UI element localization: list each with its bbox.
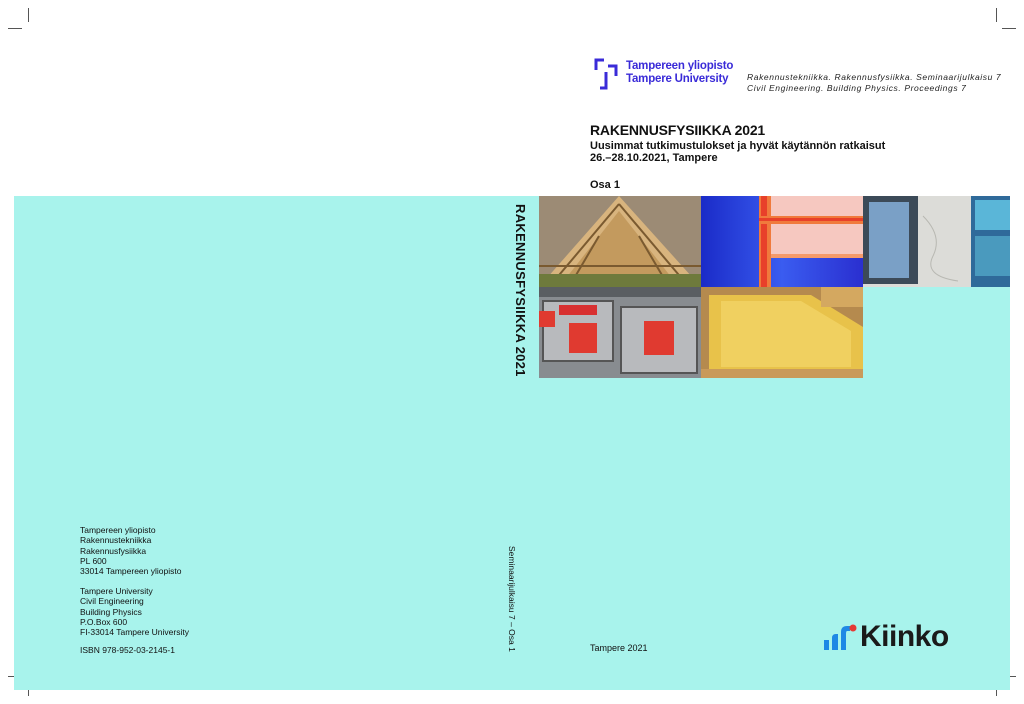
isbn: ISBN 978-952-03-2145-1 — [80, 645, 175, 655]
address-line: 33014 Tampereen yliopisto — [80, 566, 182, 577]
crop-mark — [8, 28, 22, 29]
publisher-name: Kiinko — [860, 620, 949, 653]
address-fi — [80, 525, 181, 576]
address-line: P.O.Box 600 — [80, 616, 128, 627]
thermal-simulation-photo — [701, 196, 863, 287]
university-name-en: Tampere University — [626, 73, 729, 85]
address-line: Tampere University — [80, 586, 153, 596]
cover-dates: 26.–28.10.2021, Tampere — [590, 152, 718, 164]
spine-subtitle: Seminaarijulkaisu 7 – Osa 1 — [507, 546, 517, 652]
address-line: Tampereen yliopisto — [80, 525, 156, 535]
university-logo — [592, 54, 733, 92]
crop-mark — [996, 8, 997, 22]
address-line: Building Physics — [80, 606, 142, 617]
kiinko-mark-icon — [822, 622, 858, 652]
cover-photo-grid — [539, 196, 1010, 378]
cover-part: Osa 1 — [590, 179, 620, 191]
place-year: Tampere 2021 — [590, 643, 648, 653]
crop-mark — [1002, 28, 1016, 29]
series-info — [747, 72, 1001, 94]
series-line-fi: Rakennustekniikka. Rakennusfysiikka. Seminaarijulkaisu 7 — [747, 72, 1002, 82]
address-en — [80, 586, 189, 637]
series-line-en: Civil Engineering. Building Physics. Proceedings 7 — [747, 83, 967, 93]
cover-title-block — [590, 122, 885, 164]
address-line: PL 600 — [80, 555, 107, 566]
tau-logo-icon — [592, 54, 620, 92]
cover-title: RAKENNUSFYSIIKKA 2021 — [590, 122, 765, 138]
roof-truss-photo — [539, 196, 701, 287]
spine-title: RAKENNUSFYSIIKKA 2021 — [513, 204, 528, 377]
address-line: Civil Engineering — [80, 596, 144, 607]
address-line: FI-33014 Tampere University — [80, 627, 189, 638]
address-line: Rakennustekniikka — [80, 535, 152, 546]
insulation-photo — [701, 287, 863, 378]
address-line: Rakennusfysiikka — [80, 545, 147, 556]
cover-subtitle: Uusimmat tutkimustulokset ja hyvät käytännön ratkaisut — [590, 140, 886, 152]
test-samples-photo — [539, 287, 701, 378]
crop-mark — [28, 8, 29, 22]
publisher-logo — [822, 620, 949, 654]
facade-window-photo — [863, 196, 1010, 287]
university-name-fi: Tampereen yliopisto — [626, 60, 734, 72]
